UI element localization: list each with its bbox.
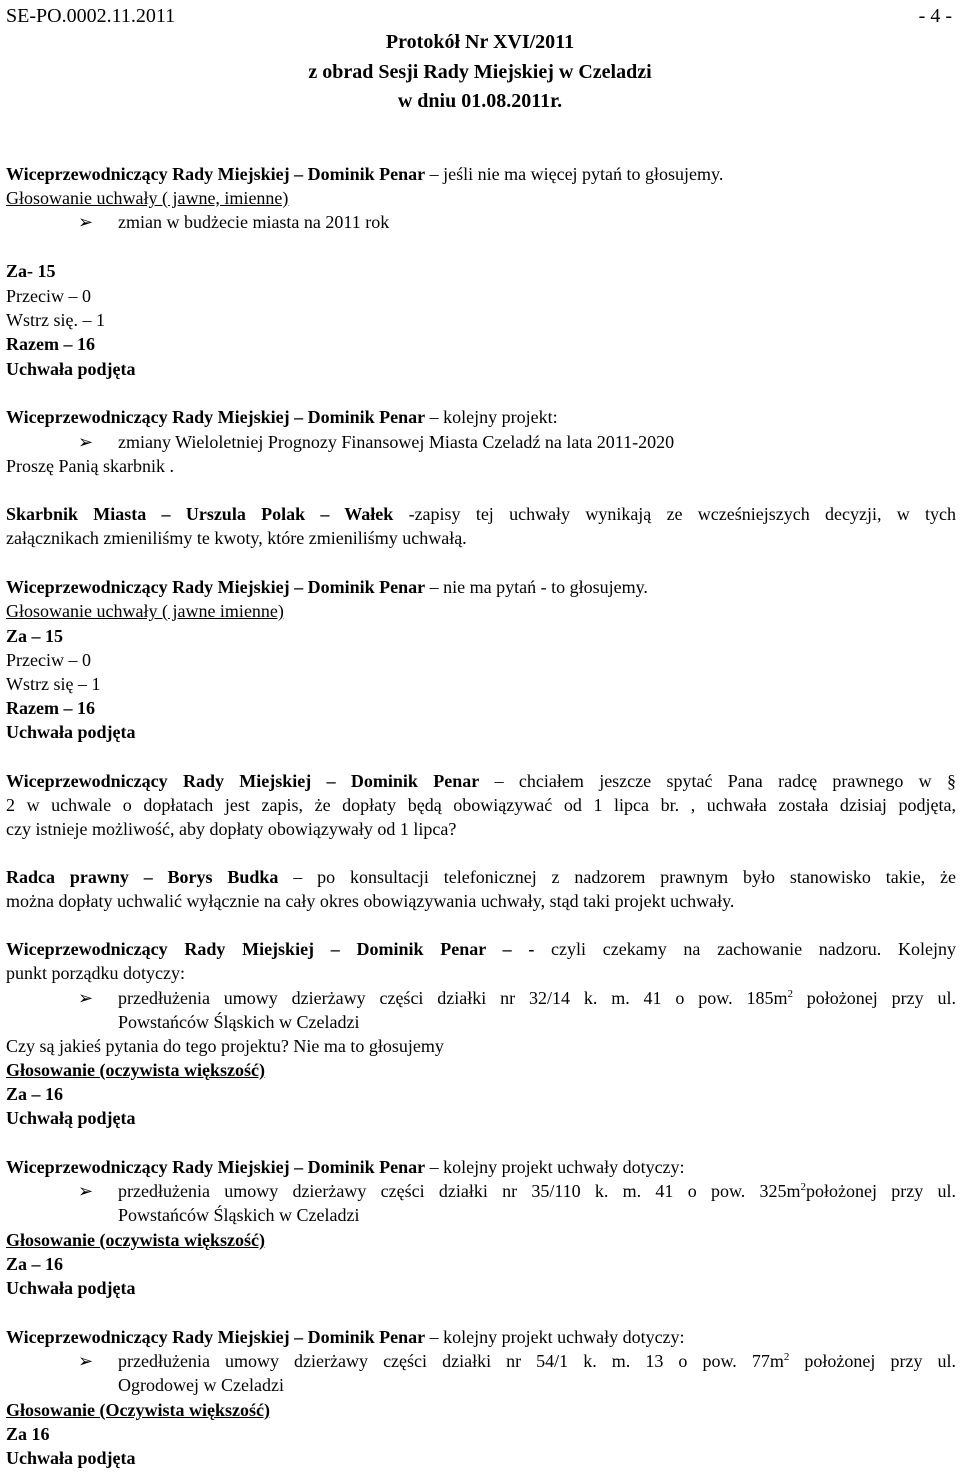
speaker-name: Wiceprzewodniczący Rady Miejskiej – Dominik Penar: [6, 1157, 426, 1177]
bullet-item: [78, 986, 956, 1010]
vote-for: Za – 16: [6, 1084, 64, 1104]
arrow-bullet-icon: ➢: [78, 988, 94, 1008]
vote-header: Głosowanie uchwały ( jawne imienne): [6, 601, 284, 621]
speech-text: -zapisy tej uchwały wynikają ze wcześniejszych decyzji, w tych: [393, 504, 957, 524]
speech-paragraph: [6, 1155, 956, 1179]
speaker-name: Radca prawny – Borys Budka: [6, 867, 279, 887]
vote-against: Przeciw – 0: [6, 650, 91, 670]
speech-text: – chciałem jeszcze spytać Pana radcę prawnego w §: [479, 771, 957, 791]
arrow-bullet-icon: ➢: [78, 1351, 94, 1371]
vote-abstain: Wstrz się. – 1: [6, 310, 105, 330]
document-date: w dniu 01.08.2011r.: [397, 90, 563, 112]
bullet-text: przedłużenia umowy dzierżawy części działki nr 35/110 k. m. 41 o pow. 325m: [118, 1181, 801, 1201]
bullet-text: położonej przy ul.: [792, 988, 956, 1008]
bullet-item: [78, 1179, 957, 1203]
vote-result: Uchwała podjęta: [6, 1278, 136, 1298]
vote-abstain: Wstrz się – 1: [6, 674, 101, 694]
vote-header: Głosowanie (oczywista większość): [6, 1230, 265, 1250]
superscript: 2: [787, 988, 793, 1000]
vote-total: Razem – 16: [6, 334, 95, 354]
speech-text: – kolejny projekt:: [425, 407, 558, 427]
document-subtitle: z obrad Sesji Rady Miejskiej w Czeladzi: [308, 61, 652, 83]
speaker-name: Skarbnik Miasta – Urszula Polak – Wałek: [6, 504, 394, 524]
arrow-bullet-icon: ➢: [78, 1181, 94, 1201]
speech-text: – po konsultacji telefonicznej z nadzorem prawnym było stanowisko takie, że: [278, 867, 957, 887]
speech-paragraph: [6, 769, 956, 793]
speech-text: – jeśli nie ma więcej pytań to głosujemy.: [425, 164, 724, 184]
speaker-name: Wiceprzewodniczący Rady Miejskiej – Dominik Penar: [6, 939, 486, 959]
speaker-name: Wiceprzewodniczący Rady Miejskiej – Dominik Penar: [6, 771, 480, 791]
speech-text: – kolejny projekt uchwały dotyczy:: [425, 1157, 685, 1177]
superscript: 2: [800, 1181, 807, 1193]
vote-for: Za- 15: [6, 261, 56, 281]
vote-for: Za – 16: [6, 1254, 64, 1274]
bullet-text: przedłużenia umowy dzierżawy części działki nr 32/14 k. m. 41 o pow. 185m: [118, 988, 788, 1008]
vote-total: Razem – 16: [6, 698, 95, 718]
bullet-text: zmiany Wieloletniej Prognozy Finansowej Miasta Czeladź na lata 2011-2020: [118, 432, 675, 452]
speech-text: Proszę Panią skarbnik .: [6, 456, 174, 476]
speech-paragraph: [6, 865, 956, 889]
speech-text: można dopłaty uchwalić wyłącznie na cały okres obowiązywania uchwały, stąd taki projekt uchwały.: [6, 891, 735, 911]
speaker-name: Wiceprzewodniczący Rady Miejskiej – Dominik Penar: [6, 407, 426, 427]
bullet-text: położonej przy ul.: [789, 1351, 956, 1371]
bullet-text: położonej przy ul.: [806, 1181, 957, 1201]
vote-header: Głosowanie (oczywista większość): [6, 1060, 265, 1080]
vote-result: Uchwała podjęta: [6, 722, 136, 742]
bullet-text: zmian w budżecie miasta na 2011 rok: [118, 212, 390, 232]
speech-text: czy istnieje możliwość, aby dopłaty obowiązywały od 1 lipca?: [6, 819, 457, 839]
bullet-continuation: Powstańców Śląskich w Czeladzi: [118, 1012, 360, 1032]
vote-for: Za 16: [6, 1424, 50, 1444]
speech-text: – nie ma pytań - to głosujemy.: [425, 577, 648, 597]
speech-paragraph: [6, 937, 956, 961]
vote-against: Przeciw – 0: [6, 286, 91, 306]
vote-result: Uchwałą podjęta: [6, 1108, 136, 1128]
bullet-continuation: Ogrodowej w Czeladzi: [118, 1375, 284, 1395]
speech-paragraph: [6, 502, 956, 526]
speech-text: – kolejny projekt uchwały dotyczy:: [425, 1327, 685, 1347]
speech-dash: – -: [485, 939, 535, 959]
speech-paragraph: [6, 1325, 956, 1349]
vote-header: Głosowanie uchwały ( jawne, imienne): [6, 188, 289, 208]
speech-text: punkt porządku dotyczy:: [6, 963, 185, 983]
vote-for: Za – 15: [6, 626, 64, 646]
document-code: SE-PO.0002.11.2011: [6, 5, 176, 27]
bullet-text: przedłużenia umowy dzierżawy części działki nr 54/1 k. m. 13 o pow. 77m: [118, 1351, 784, 1371]
superscript: 2: [783, 1351, 790, 1363]
speech-text: załącznikach zmieniliśmy te kwoty, które zmieniliśmy uchwałą.: [6, 528, 467, 548]
speaker-name: Wiceprzewodniczący Rady Miejskiej – Dominik Penar: [6, 1327, 426, 1347]
vote-result: Uchwała podjęta: [6, 1448, 136, 1468]
page-number: - 4 -: [918, 5, 952, 27]
bullet-item: [78, 430, 956, 454]
bullet-continuation: Powstańców Śląskich w Czeladzi: [118, 1205, 360, 1225]
bullet-item: [78, 1349, 956, 1373]
speaker-name: Wiceprzewodniczący Rady Miejskiej – Dominik Penar: [6, 164, 426, 184]
speaker-name: Wiceprzewodniczący Rady Miejskiej – Dominik Penar: [6, 577, 426, 597]
speech-paragraph: [6, 405, 956, 429]
vote-result: Uchwała podjęta: [6, 359, 136, 379]
arrow-bullet-icon: ➢: [78, 212, 94, 232]
bullet-item: [78, 210, 956, 234]
speech-paragraph: [6, 162, 956, 186]
vote-header: Głosowanie (Oczywista większość): [6, 1400, 270, 1420]
speech-paragraph: [6, 575, 956, 599]
speech-text: Czy są jakieś pytania do tego projektu? Nie ma to głosujemy: [6, 1036, 444, 1056]
speech-text: 2 w uchwale o dopłatach jest zapis, że dopłaty będą obowiązywać od 1 lipca br. , uchwała została dzisiaj podjęta,: [6, 795, 956, 815]
speech-text: czyli czekamy na zachowanie nadzoru. Kolejny: [534, 939, 956, 959]
document-title: Protokół Nr XVI/2011: [385, 31, 575, 53]
arrow-bullet-icon: ➢: [78, 432, 94, 452]
